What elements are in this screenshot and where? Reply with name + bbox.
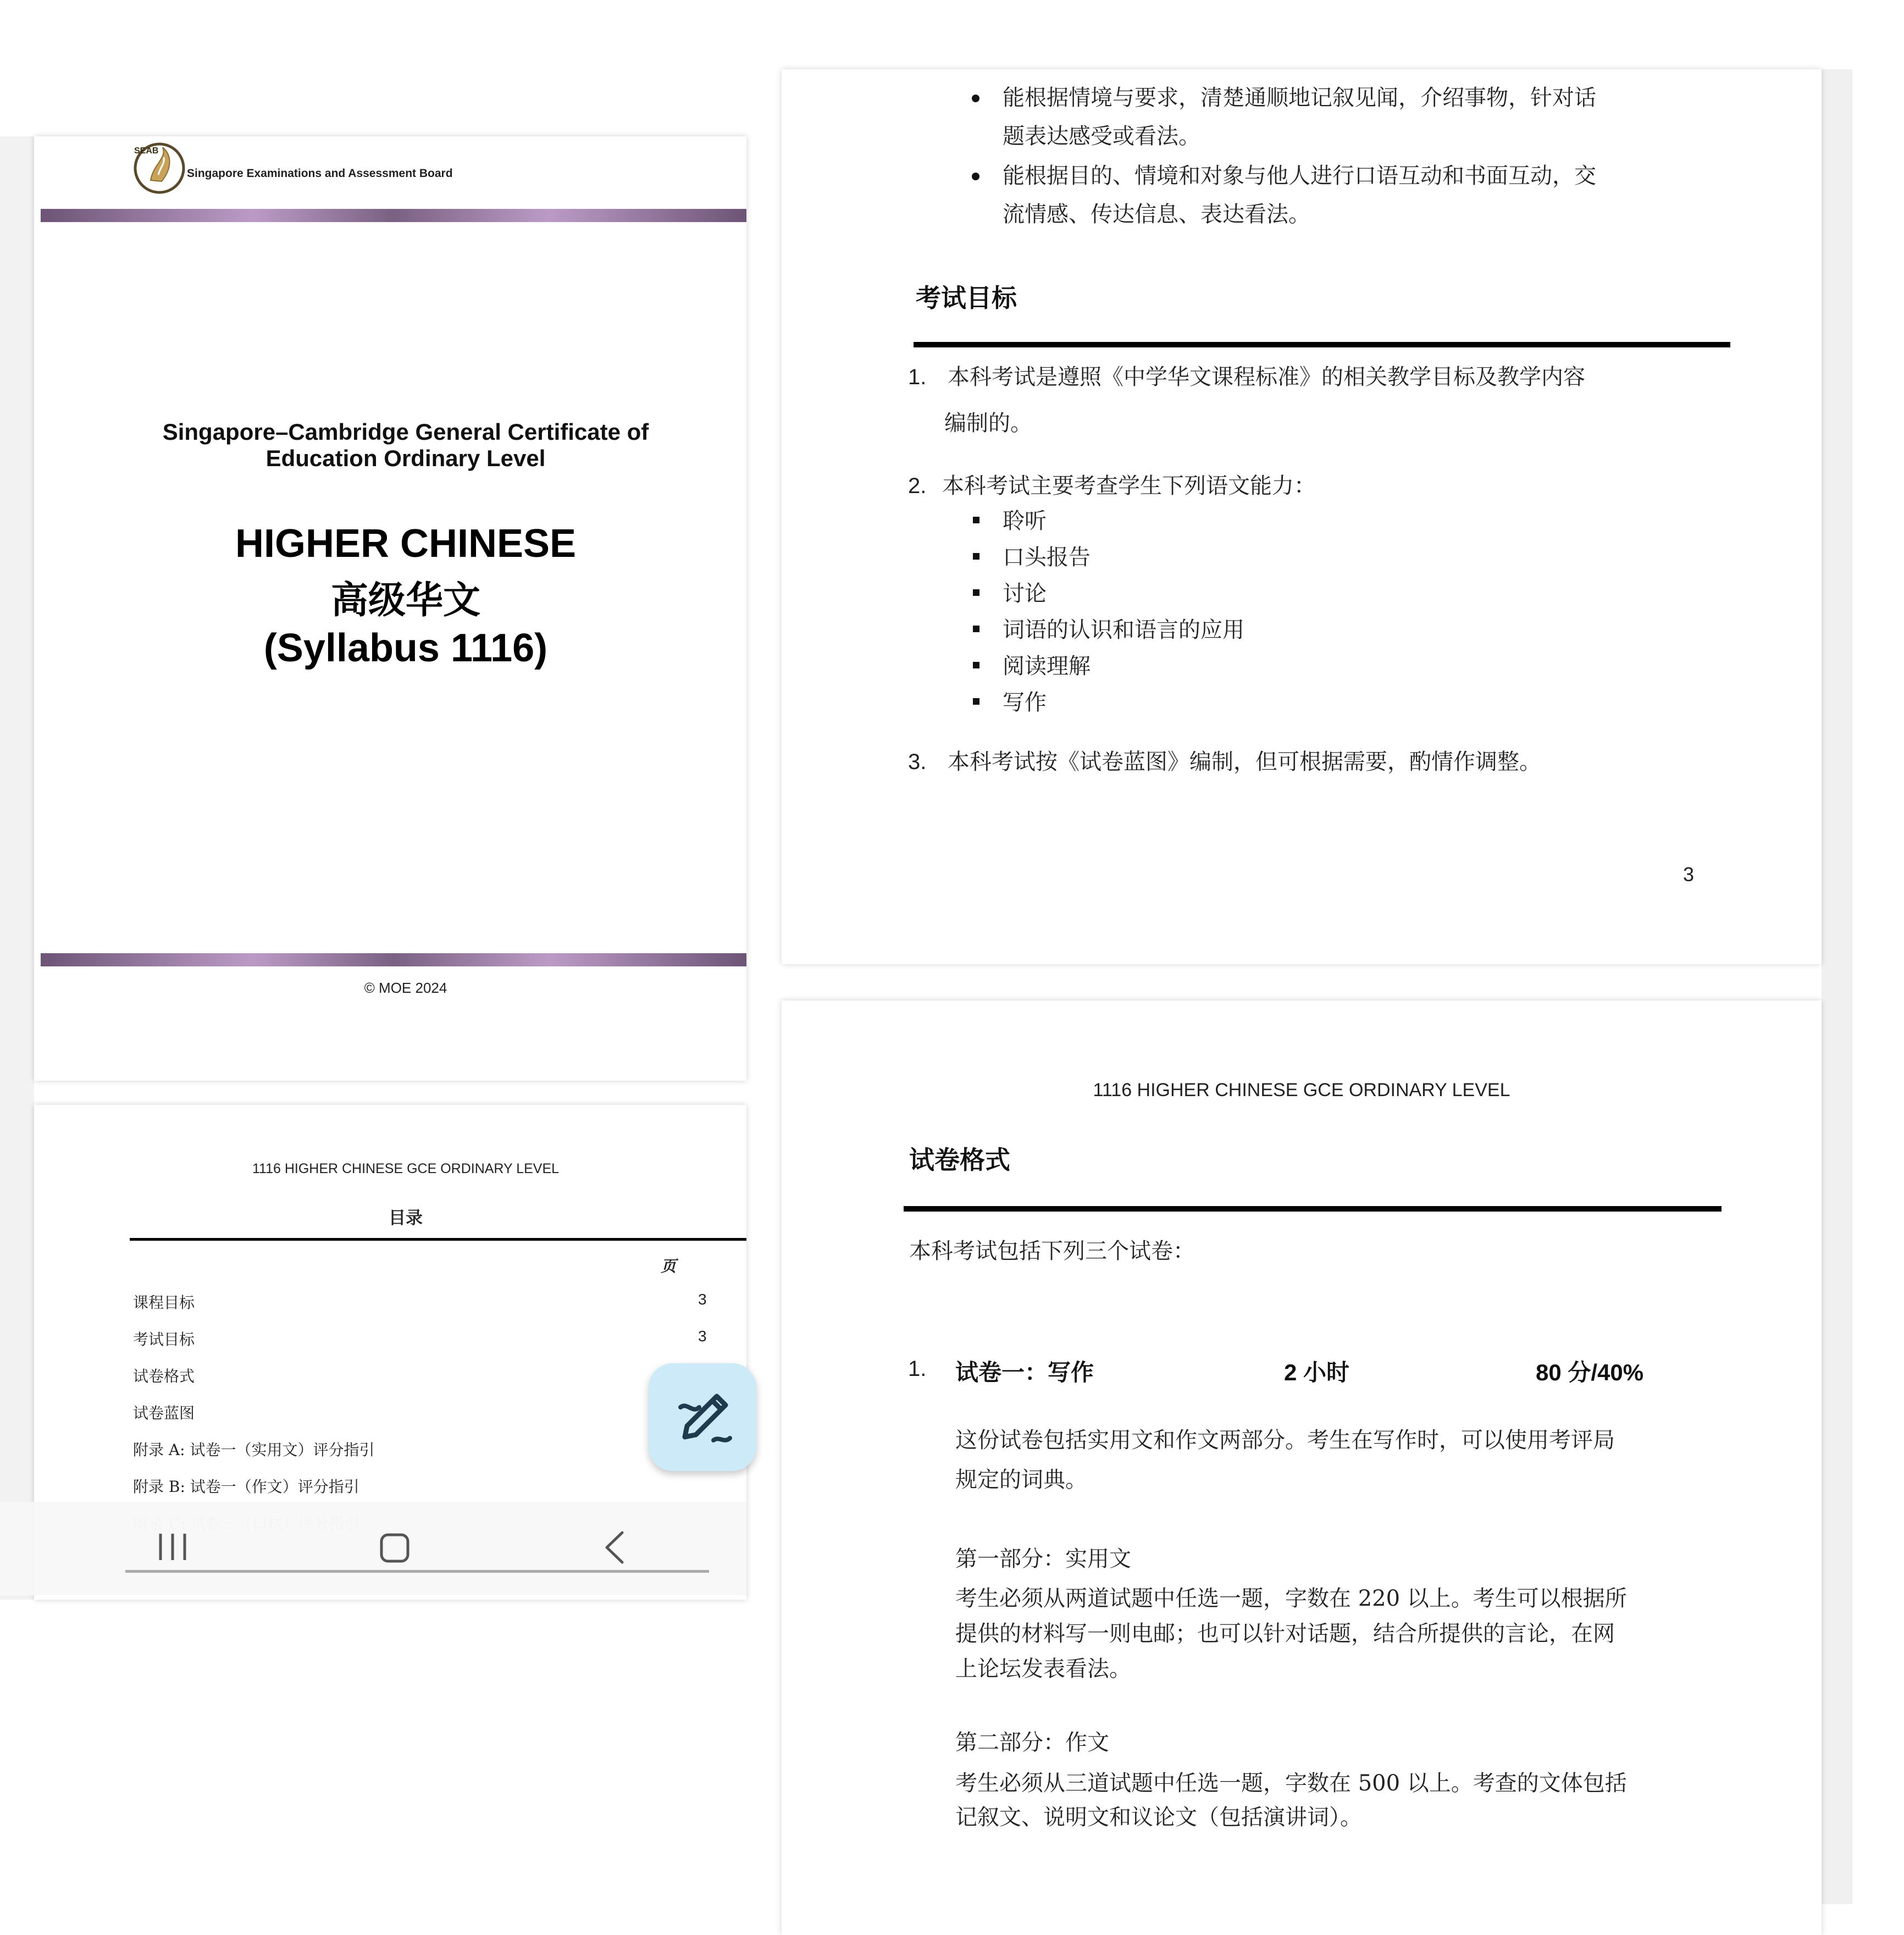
toc-item-label: 附录 B: 试卷一（作文）评分指引: [133, 1478, 359, 1496]
heading-rule: [914, 342, 1730, 347]
cover-page[interactable]: [34, 136, 746, 1081]
section-heading: 考试目标: [916, 283, 1017, 313]
section-heading: 试卷格式: [909, 1145, 1010, 1175]
paper-description: 这份试卷包括实用文和作文两部分。考生在写作时，可以使用考评局: [955, 1428, 1615, 1453]
ability-item: 讨论: [1003, 581, 1047, 606]
item-number: 1.: [908, 365, 927, 389]
square-bullet: [973, 698, 979, 705]
seab-logo-icon: [129, 136, 189, 196]
paper-marks: 80 分/40%: [1536, 1359, 1644, 1385]
square-bullet: [973, 626, 979, 632]
document-page-4[interactable]: [782, 1000, 1822, 1935]
toc-item-label: 试卷蓝图: [133, 1404, 195, 1422]
page-number: 3: [1683, 863, 1695, 886]
board-name: Singapore Examinations and Assessment Board: [187, 167, 453, 180]
cover-title-en: HIGHER CHINESE: [235, 522, 577, 566]
square-bullet: [973, 589, 979, 596]
intro-text: 本科考试包括下列三个试卷：: [909, 1239, 1195, 1264]
part-text: 考生必须从三道试题中任选一题，字数在 500 以上。考查的文体包括: [955, 1771, 1627, 1796]
ability-item: 口头报告: [1003, 545, 1091, 570]
recents-icon[interactable]: [156, 1532, 189, 1562]
bottom-purple-bar: [41, 953, 746, 966]
item-text: 编制的。: [944, 411, 1032, 436]
toc-item-label: 附录 A: 试卷一（实用文）评分指引: [133, 1441, 375, 1459]
ability-item: 词语的认识和语言的应用: [1003, 617, 1244, 643]
top-purple-bar: [41, 209, 746, 222]
cover-subtitle-line1: Singapore–Cambridge General Certificate of: [162, 419, 649, 445]
ability-item: 写作: [1003, 690, 1047, 715]
seab-logo-text: SEAB: [134, 146, 159, 156]
item-text: 本科考试是遵照《中学华文课程标准》的相关教学目标及教学内容: [948, 364, 1585, 390]
part-title: 第二部分：作文: [955, 1730, 1109, 1755]
paper-number: 1.: [908, 1357, 927, 1381]
square-bullet: [973, 662, 979, 668]
ability-item: 聆听: [1003, 508, 1047, 534]
toc-item-label: 试卷格式: [133, 1367, 195, 1385]
toc-item-page: 3: [698, 1328, 707, 1345]
toc-item-label: 考试目标: [133, 1330, 195, 1348]
back-icon[interactable]: [601, 1529, 628, 1566]
bullet-line: 题表达感受或看法。: [1003, 124, 1200, 149]
square-bullet: [973, 517, 979, 523]
home-icon[interactable]: [378, 1532, 411, 1564]
paper-duration: 2 小时: [1284, 1359, 1350, 1385]
document-page-3[interactable]: [782, 69, 1822, 964]
bullet-line: 流情感、传达信息、表达看法。: [1003, 202, 1310, 227]
edit-pen-icon: [649, 1363, 756, 1471]
toc-page-column-header: 页: [661, 1257, 677, 1275]
bullet-line: 能根据目的、情境和对象与他人进行口语互动和书面互动，交: [1003, 163, 1596, 189]
toc-item[interactable]: [133, 1438, 716, 1471]
item-text: 本科考试主要考查学生下列语文能力：: [942, 473, 1316, 499]
part-text: 记叙文、说明文和议论文（包括演讲词）。: [955, 1805, 1362, 1830]
toc-item[interactable]: [133, 1364, 716, 1397]
ability-item: 阅读理解: [1003, 654, 1091, 679]
cover-subtitle-line2: Education Ordinary Level: [265, 445, 546, 471]
part-text: 上论坛发表看法。: [955, 1656, 1131, 1682]
running-header: 1116 HIGHER CHINESE GCE ORDINARY LEVEL: [1093, 1080, 1510, 1101]
bullet-line: 能根据情境与要求，清楚通顺地记叙见闻，介绍事物，针对话: [1003, 85, 1596, 110]
paper-name: 试卷一：写作: [955, 1359, 1094, 1386]
square-bullet: [973, 553, 979, 560]
part-title: 第一部分：实用文: [955, 1546, 1131, 1572]
part-text: 考生必须从两道试题中任选一题，字数在 220 以上。考生可以根据所: [955, 1586, 1627, 1611]
cover-title-cn: 高级华文: [330, 578, 480, 622]
left-edge-strip: [0, 136, 34, 1600]
toc-item-label: 课程目标: [133, 1293, 195, 1312]
toc-rule: [130, 1238, 746, 1241]
bullet: [972, 173, 979, 180]
toc-item[interactable]: [133, 1328, 716, 1361]
toc-title: 目录: [389, 1208, 423, 1228]
paper-description: 规定的词典。: [955, 1467, 1087, 1492]
edit-fab-button[interactable]: [649, 1363, 756, 1471]
toc-item[interactable]: [133, 1401, 716, 1434]
item-number: 3.: [908, 750, 927, 774]
system-nav-bar: [0, 1502, 746, 1595]
nav-divider-line: [125, 1570, 709, 1573]
cover-copyright: © MOE 2024: [364, 980, 447, 996]
item-number: 2.: [908, 474, 927, 498]
heading-rule: [904, 1206, 1722, 1212]
toc-running-header: 1116 HIGHER CHINESE GCE ORDINARY LEVEL: [252, 1161, 560, 1176]
item-text: 本科考试按《试卷蓝图》编制，但可根据需要，酌情作调整。: [948, 749, 1541, 775]
toc-item[interactable]: [133, 1291, 716, 1324]
cover-syllabus: (Syllabus 1116): [263, 626, 548, 670]
toc-item-page: 3: [698, 1291, 707, 1308]
part-text: 提供的材料写一则电邮；也可以针对话题，结合所提供的言论，在网: [955, 1621, 1615, 1646]
bullet: [972, 95, 979, 102]
right-edge-strip: [1822, 69, 1852, 1904]
